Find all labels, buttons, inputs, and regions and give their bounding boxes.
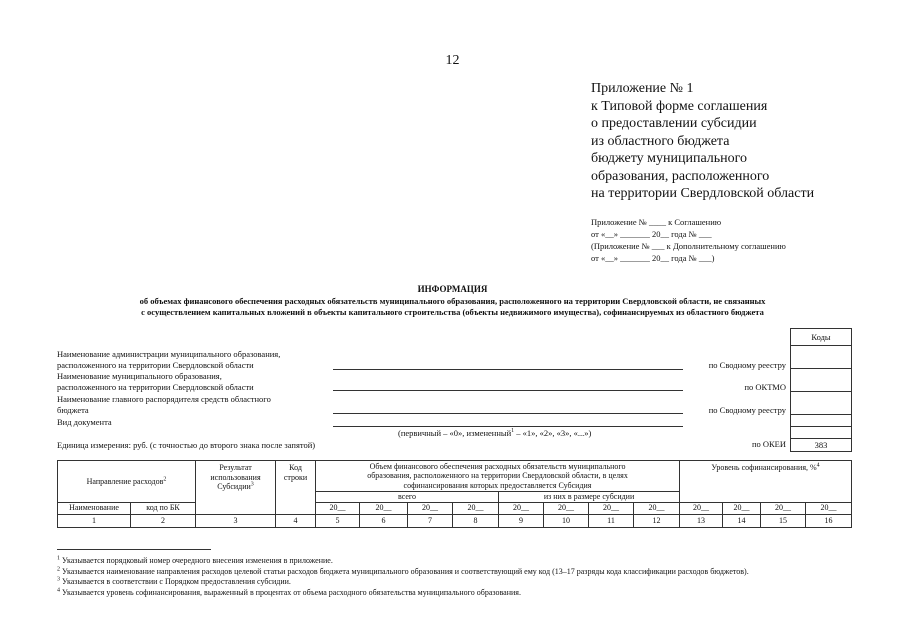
footnote-text: Указывается наименование направления расходов целевой статьи расходов бюджета муниципального образования и соответствующий ему код (13–17 разряды кода классификации расходов бюджетов). <box>62 566 749 576</box>
column-number: 4 <box>276 514 316 527</box>
appendix-line: образования, расположенного <box>591 168 770 184</box>
result-header <box>196 461 276 515</box>
doc-type-input[interactable] <box>333 426 683 427</box>
document-title <box>0 284 905 319</box>
column-number: 10 <box>544 514 589 527</box>
footnote-text: Указывается уровень софинансирования, выраженный в процентах от объема расходного обязательства муниципального образования. <box>62 587 521 597</box>
year-cell: 20__ <box>806 502 852 514</box>
agreement-reference <box>591 216 786 264</box>
column-number: 7 <box>408 514 453 527</box>
total-header: всего <box>316 492 499 503</box>
code-cell-doc-type-2[interactable] <box>791 427 852 439</box>
agreement-line: от «__» _______ 20__ года № ___) <box>591 253 715 263</box>
grbs-name-label <box>57 394 271 415</box>
registry-label: по Сводному реестру <box>708 360 786 370</box>
registry-label-2: по Сводному реестру <box>708 405 786 415</box>
footnote <box>57 556 841 567</box>
column-number: 8 <box>453 514 499 527</box>
title-line: об объемах финансового обеспечения расходных обязательств муниципального образования, расположенного на территории Свердловской области, не связанных <box>139 295 766 306</box>
code-cell-doc-type[interactable] <box>791 415 852 427</box>
unit-label: Единица измерения: руб. (с точностью до второго знака после запятой) <box>57 440 316 450</box>
codes-table <box>790 328 852 452</box>
year-cell: 20__ <box>453 502 499 514</box>
mo-label-line: Наименование муниципального образования, <box>57 371 222 381</box>
column-number: 15 <box>761 514 806 527</box>
doc-hint-sup: 1 <box>511 428 515 435</box>
year-cell: 20__ <box>316 502 360 514</box>
column-number: 12 <box>634 514 680 527</box>
volume-line: образования, расположенного на территории Свердловской области, в целях <box>367 471 628 481</box>
code-line: Код <box>289 463 302 472</box>
result-line: Результат <box>219 463 252 472</box>
title-main: ИНФОРМАЦИЯ <box>417 284 488 294</box>
page-number: 12 <box>445 53 460 68</box>
footnote-text: Указывается в соответствии с Порядком предоставления субсидии. <box>62 577 291 586</box>
column-number: 11 <box>589 514 634 527</box>
footnote-text: Указывается порядковый номер очередного внесения изменения в приложение. <box>62 556 333 565</box>
admin-label-line: Наименование администрации муниципального образования, <box>57 349 281 359</box>
column-number: 16 <box>806 514 852 527</box>
year-cell: 20__ <box>499 502 544 514</box>
code-cell-registry-admin[interactable] <box>791 346 852 369</box>
footnote-num: 4 <box>57 586 60 593</box>
title-line: с осуществлением капитальных вложений в объекты капитального строительства (объекты недвижимого имущества), софинансируемых из областного бюджета <box>141 307 764 317</box>
volume-line: софинансирования которых предоставляется Субсидия <box>403 480 592 490</box>
level-header <box>680 461 852 503</box>
appendix-line: к Типовой форме соглашения <box>591 98 768 114</box>
direction-sup: 2 <box>163 475 167 482</box>
mo-name-input[interactable] <box>333 390 683 391</box>
year-cell: 20__ <box>634 502 680 514</box>
bk-code-subheader: код по БК <box>131 502 196 514</box>
year-cell: 20__ <box>680 502 723 514</box>
code-cell-oktmo[interactable] <box>791 369 852 392</box>
footnote <box>57 577 841 588</box>
grbs-name-input[interactable] <box>333 413 683 414</box>
grbs-label-line: бюджета <box>57 404 89 415</box>
year-cell: 20__ <box>360 502 408 514</box>
appendix-header <box>591 80 814 203</box>
code-line: строки <box>283 472 308 482</box>
code-cell-registry-grbs[interactable] <box>791 392 852 415</box>
direction-header <box>58 461 196 503</box>
agreement-line: (Приложение № ___ к Дополнительному соглашению <box>591 241 786 251</box>
agreement-line: от «__» _______ 20__ года № ___ <box>591 229 712 239</box>
mo-label-line: расположенного на территории Свердловской области <box>57 381 254 392</box>
grbs-label-line: Наименование главного распорядителя средств областного <box>57 394 271 404</box>
column-number: 6 <box>360 514 408 527</box>
appendix-line: из областного бюджета <box>591 133 730 149</box>
column-number: 3 <box>196 514 276 527</box>
level-text: Уровень софинансирования, % <box>711 463 817 472</box>
mo-name-label <box>57 371 254 392</box>
footnote <box>57 588 841 599</box>
result-line: использования <box>210 472 261 482</box>
footnote-num: 1 <box>57 555 60 562</box>
appendix-line: Приложение № 1 <box>591 81 694 96</box>
code-cell-okei: 383 <box>791 439 852 452</box>
appendix-line: о предоставлении субсидии <box>591 116 757 131</box>
result-line: Субсидии <box>217 482 251 491</box>
oktmo-label: по ОКТМО <box>744 382 786 392</box>
column-number: 1 <box>58 514 131 527</box>
level-sup: 4 <box>816 462 820 469</box>
year-cell: 20__ <box>544 502 589 514</box>
name-subheader: Наименование <box>58 502 131 514</box>
okei-label: по ОКЕИ <box>751 439 786 449</box>
direction-text: Направление расходов <box>86 476 164 486</box>
year-cell: 20__ <box>589 502 634 514</box>
footnote-num: 3 <box>57 576 60 583</box>
result-sup: 3 <box>250 481 254 488</box>
volume-line: Объем финансового обеспечения расходных обязательств муниципального <box>369 461 626 471</box>
financing-table <box>57 460 852 528</box>
column-number: 13 <box>680 514 723 527</box>
codes-header: Коды <box>791 329 852 346</box>
doc-hint-text: (первичный – «0», измененный <box>398 428 512 438</box>
row-code-header <box>276 461 316 515</box>
admin-name-input[interactable] <box>333 369 683 370</box>
of-which-header: из них в размере субсидии <box>499 492 680 503</box>
doc-hint-tail: – «1», «2», «3», «...») <box>514 428 592 438</box>
footnote <box>57 567 841 578</box>
column-number: 14 <box>723 514 761 527</box>
appendix-line: бюджету муниципального <box>591 151 748 166</box>
appendix-line: на территории Свердловской области <box>591 186 815 201</box>
doc-type-label: Вид документа <box>57 417 112 427</box>
year-cell: 20__ <box>761 502 806 514</box>
volume-header <box>316 461 680 492</box>
column-number: 5 <box>316 514 360 527</box>
admin-label-line: расположенного на территории Свердловской области <box>57 359 254 370</box>
admin-name-label <box>57 349 280 370</box>
doc-type-hint <box>398 428 591 439</box>
footnote-num: 2 <box>57 565 60 572</box>
column-number: 2 <box>131 514 196 527</box>
agreement-line: Приложение № ____ к Соглашению <box>591 217 722 227</box>
year-cell: 20__ <box>723 502 761 514</box>
footnotes <box>57 556 841 598</box>
column-number: 9 <box>499 514 544 527</box>
year-cell: 20__ <box>408 502 453 514</box>
footnote-separator <box>57 549 211 550</box>
